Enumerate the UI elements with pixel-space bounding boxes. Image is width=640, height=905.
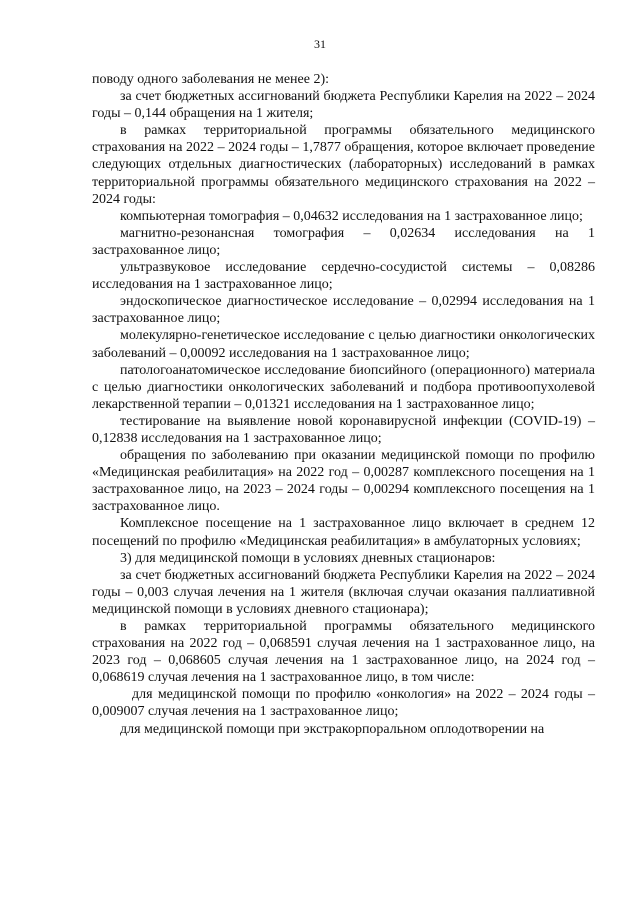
paragraph: ультразвуковое исследование сердечно-сосудистой системы – 0,08286 исследования на 1 застрахованное лицо; <box>92 260 595 293</box>
paragraph: в рамках территориальной программы обязательного медицинского страхования на 2022 – 2024 годы – 1,7877 обращения, которое включает проведение следующих отдельных диагностических (лабораторных) исследований в рамках территориальной программы обязательного медицинского страхования на 2022 – 2024 годы: <box>92 123 595 207</box>
paragraph: эндоскопическое диагностическое исследование – 0,02994 исследования на 1 застрахованное лицо; <box>92 294 595 327</box>
paragraph: тестирование на выявление новой коронавирусной инфекции (COVID-19) – 0,12838 исследования на 1 застрахованное лицо; <box>92 413 595 446</box>
paragraph: поводу одного заболевания не менее 2): <box>92 72 330 87</box>
paragraph: патологоанатомическое исследование биопсийного (операционного) материала с целью диагностики онкологических заболеваний и подбора противоопухолевой лекарственной терапии – 0,01321 исследования на 1 застрахованное лицо; <box>92 362 595 412</box>
paragraph: компьютерная томография – 0,04632 исследования на 1 застрахованное лицо; <box>120 208 583 224</box>
paragraph: за счет бюджетных ассигнований бюджета Республики Карелия на 2022 – 2024 годы – 0,144 обращения на 1 жителя; <box>92 89 595 122</box>
paragraph: для медицинской помощи по профилю «онкология» на 2022 – 2024 годы – 0,009007 случая лечения на 1 застрахованное лицо; <box>92 687 595 720</box>
paragraph: 3) для медицинской помощи в условиях дневных стационаров: <box>120 550 496 566</box>
paragraph: молекулярно-генетическое исследование с целью диагностики онкологических заболеваний – 0,00092 исследования на 1 застрахованное лицо; <box>92 328 595 361</box>
page-number: 31 <box>314 37 326 51</box>
paragraph: за счет бюджетных ассигнований бюджета Республики Карелия на 2022 – 2024 годы – 0,003 случая лечения на 1 жителя (включая случаи оказания паллиативной медицинской помощи в условиях дневного стационара); <box>92 567 595 617</box>
paragraph: в рамках территориальной программы обязательного медицинского страхования на 2022 год – 0,068591 случая лечения на 1 застрахованное лицо, на 2023 год – 0,068605 случая лечения на 1 застрахованное лицо, на 2024 год – 0,068619 случая лечения на 1 застрахованное лицо, в том числе: <box>92 619 595 686</box>
paragraph: обращения по заболеванию при оказании медицинской помощи по профилю «Медицинская реабилитация» на 2022 год – 0,00287 комплексного посещения на 1 застрахованное лицо, на 2023 – 2024 годы – 0,00294 комплексного посещения на 1 застрахованное лицо. <box>92 448 595 515</box>
paragraph: для медицинской помощи при экстракорпоральном оплодотворении на <box>120 721 545 737</box>
document-body <box>92 71 595 738</box>
paragraph: магнитно-резонансная томография – 0,02634 исследования на 1 застрахованное лицо; <box>92 225 595 258</box>
paragraph: Комплексное посещение на 1 застрахованное лицо включает в среднем 12 посещений по профилю «Медицинская реабилитация» в амбулаторных условиях; <box>92 516 595 549</box>
